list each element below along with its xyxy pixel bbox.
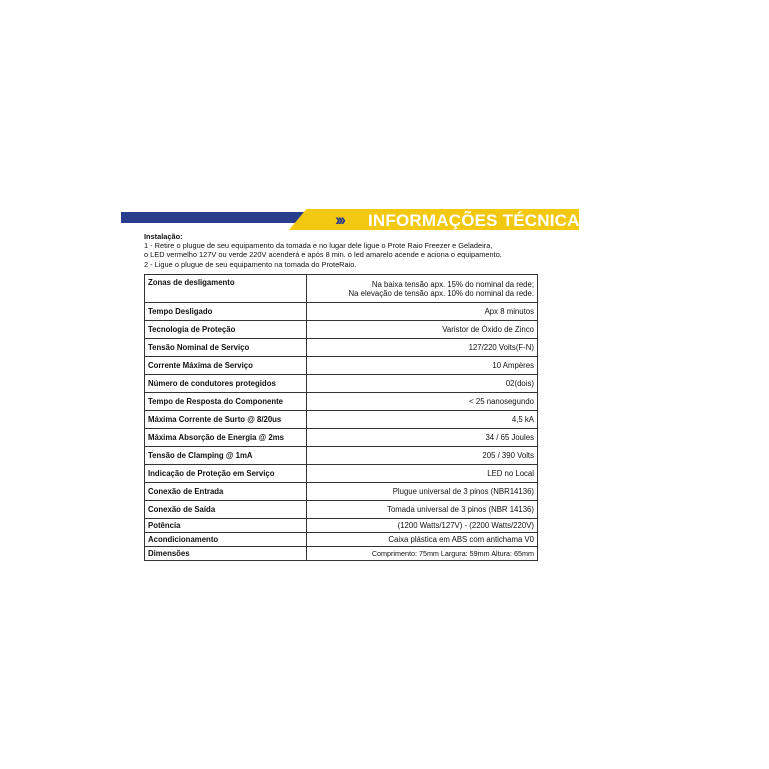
installation-line-2: o LED vermelho 127V ou verde 220V acenderá e após 8 min. o led amarelo acende e aciona o equipamento. <box>144 250 502 260</box>
spec-value: 34 / 65 Joules <box>307 429 538 447</box>
spec-row <box>145 321 538 339</box>
spec-row <box>145 393 538 411</box>
installation-heading: Instalação: <box>144 232 183 241</box>
spec-label: Tensão Nominal de Serviço <box>145 339 307 357</box>
spec-value <box>307 275 538 303</box>
spec-label: Conexão de Saída <box>145 501 307 519</box>
spec-label: Acondicionamento <box>145 533 307 547</box>
specs-table <box>144 274 538 561</box>
section-title: INFORMAÇÕES TÉCNICAS <box>368 211 592 230</box>
spec-row <box>145 547 538 561</box>
spec-row <box>145 303 538 321</box>
spec-value: Varistor de Óxido de Zinco <box>307 321 538 339</box>
spec-row <box>145 429 538 447</box>
spec-value: Plugue universal de 3 pinos (NBR14136) <box>307 483 538 501</box>
section-header <box>121 209 592 230</box>
spec-value-line-2: Na elevação de tensão apx. 10% do nominal da rede. <box>348 288 534 298</box>
spec-row <box>145 375 538 393</box>
spec-value: Comprimento: 75mm Largura: 59mm Altura: 65mm <box>307 547 538 561</box>
spec-label: Corrente Máxima de Serviço <box>145 357 307 375</box>
spec-value: Caixa plástica em ABS com antichama V0 <box>307 533 538 547</box>
spec-value: 10 Ampères <box>307 357 538 375</box>
spec-value: 4,5 kA <box>307 411 538 429</box>
spec-value: 02(dois) <box>307 375 538 393</box>
spec-value: < 25 nanosegundo <box>307 393 538 411</box>
spec-label: Dimensões <box>145 547 307 561</box>
spec-value: LED no Local <box>307 465 538 483</box>
chevron-arrows-icon: ››› <box>335 210 343 229</box>
spec-row <box>145 533 538 547</box>
spec-row <box>145 483 538 501</box>
spec-label: Número de condutores protegidos <box>145 375 307 393</box>
spec-row <box>145 501 538 519</box>
spec-row <box>145 411 538 429</box>
spec-label: Zonas de desligamento <box>145 275 307 303</box>
spec-value: (1200 Watts/127V) - (2200 Watts/220V) <box>307 519 538 533</box>
spec-value-line-1: Na baixa tensão apx. 15% do nominal da rede; <box>371 279 534 289</box>
spec-label: Máxima Corrente de Surto @ 8/20us <box>145 411 307 429</box>
spec-value: Apx 8 minutos <box>307 303 538 321</box>
spec-row <box>145 447 538 465</box>
installation-line-3: 2 - Ligue o plugue de seu equipamento na tomada do ProteRaio. <box>144 259 357 269</box>
spec-label: Tempo de Resposta do Componente <box>145 393 307 411</box>
installation-line-1: 1 - Retire o plugue de seu equipamento da tomada e no lugar dele ligue o Prote Raio Freezer e Geladeira, <box>144 241 493 251</box>
spec-row <box>145 339 538 357</box>
spec-value: Tomada universal de 3 pinos (NBR 14136) <box>307 501 538 519</box>
spec-label: Conexão de Entrada <box>145 483 307 501</box>
spec-label: Tecnologia de Proteção <box>145 321 307 339</box>
spec-label: Potência <box>145 519 307 533</box>
spec-value: 205 / 390 Volts <box>307 447 538 465</box>
spec-row <box>145 519 538 533</box>
spec-label: Tempo Desligado <box>145 303 307 321</box>
installation-instructions <box>144 232 574 269</box>
spec-label: Máxima Absorção de Energia @ 2ms <box>145 429 307 447</box>
spec-value: 127/220 Volts(F-N) <box>307 339 538 357</box>
spec-row <box>145 275 538 303</box>
spec-label: Tensão de Clamping @ 1mA <box>145 447 307 465</box>
spec-label: Indicação de Proteção em Serviço <box>145 465 307 483</box>
spec-row <box>145 465 538 483</box>
spec-row <box>145 357 538 375</box>
header-blue-stripe <box>121 212 321 223</box>
spec-sheet <box>92 200 609 570</box>
